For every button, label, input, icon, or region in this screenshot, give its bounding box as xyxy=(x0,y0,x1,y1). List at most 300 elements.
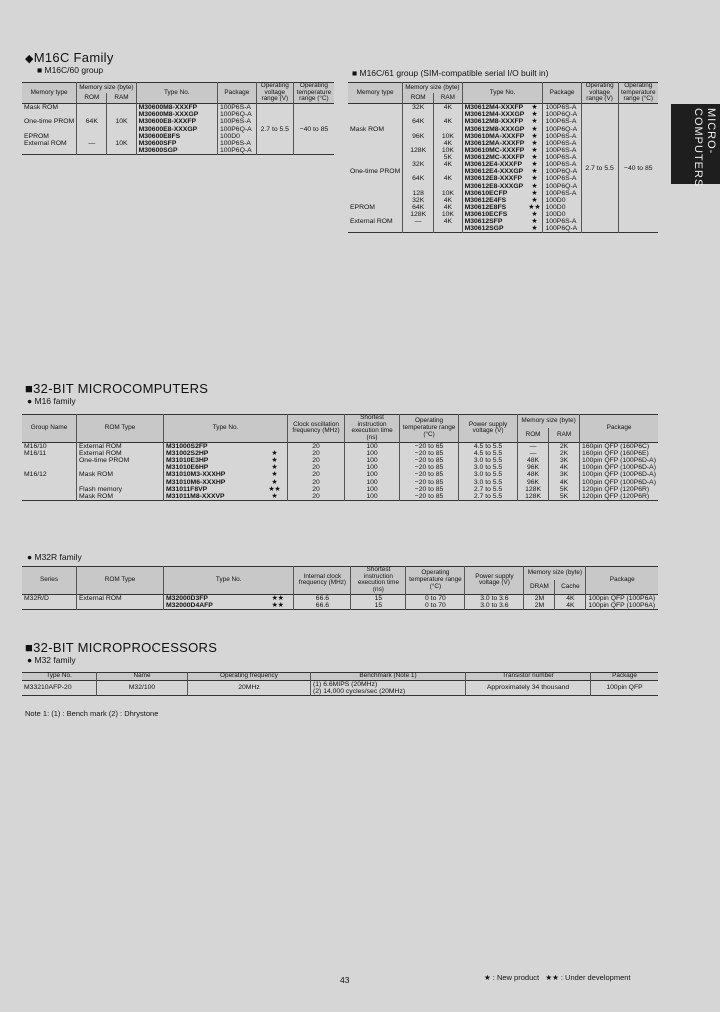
memory-type-cell xyxy=(348,111,403,118)
status-mark: ★ xyxy=(526,197,543,204)
ram-cell: 10K xyxy=(434,147,462,154)
package-cell: 100P6S-A xyxy=(543,118,581,125)
m16-label: ● M16 family xyxy=(27,396,76,406)
bit32-section xyxy=(25,381,208,406)
rom-type-cell: External ROM xyxy=(77,594,164,602)
th-clock: Clock oscillation frequency (MHz) xyxy=(288,415,345,443)
ram-cell: 10K xyxy=(107,118,136,125)
ram-cell xyxy=(107,104,136,112)
voltage-cell: 2.7 to 5.5 xyxy=(256,104,293,155)
ram-cell xyxy=(434,183,462,190)
temperature-cell: −20 to 85 xyxy=(400,464,459,471)
rom-type-cell: Mask ROM xyxy=(77,493,164,501)
temperature-cell: −20 to 85 xyxy=(400,450,459,457)
th-m16-ram: RAM xyxy=(549,428,580,442)
package-cell: 100pin QFP (100P6D-A) xyxy=(582,478,656,486)
package-cell: 100P6S-A xyxy=(543,161,581,168)
th-m32r-type-no: Type No. xyxy=(164,567,294,595)
m32-label: ● M32 family xyxy=(27,655,76,665)
th-m32r-inst: Shortest instruction execution time (ns) xyxy=(351,567,406,595)
package-cell: 100D0 xyxy=(543,211,581,218)
table-row xyxy=(22,471,658,478)
voltage-cell: 3.0 to 3.6 xyxy=(465,602,524,610)
th-m32-name: Name xyxy=(97,673,188,681)
group-name-cell: M16/12 xyxy=(22,471,77,478)
instruction-time-cell: 15 xyxy=(351,594,406,602)
memory-type-cell xyxy=(348,183,403,190)
rom-cell: 64K xyxy=(403,204,434,211)
memory-type-cell xyxy=(22,111,77,118)
th-m32r-temp: Operating temperature range (°C) xyxy=(406,567,465,595)
package-cell: 100pin QFP (100P6D-A) xyxy=(582,471,656,479)
status-mark: ★ xyxy=(526,218,543,225)
rom-cell: 32K xyxy=(403,104,434,112)
package-cell: 100pin QFP (100P6A) xyxy=(588,602,656,609)
ram-cell: 4K xyxy=(549,479,580,486)
memory-type-cell: One-time PROM xyxy=(22,118,77,125)
status-mark: ★ xyxy=(262,450,288,457)
rom-cell: 32K xyxy=(403,161,434,168)
rom-cell: 128 xyxy=(403,190,434,197)
rom-cell xyxy=(77,126,107,133)
memory-type-cell xyxy=(348,104,403,112)
rom-cell: 128K xyxy=(403,211,434,218)
th61-rom: ROM xyxy=(403,93,434,104)
m32-trans: Approximately 34 thousand xyxy=(466,680,591,695)
type-no-cell: M31010E3HP xyxy=(166,457,209,465)
rom-type-cell: One-time PROM xyxy=(77,457,164,464)
th-m16-package: Package xyxy=(580,415,658,443)
type-no-cell: M30600E8FS xyxy=(136,133,217,140)
package-cell: 100P6Q-A xyxy=(543,126,581,133)
rom-type-cell xyxy=(77,464,164,471)
m32r-label: ● M32R family xyxy=(27,552,82,562)
status-mark: ★ xyxy=(262,464,288,471)
package-cell: 100P6Q-A xyxy=(543,111,581,118)
rom-cell: 96K xyxy=(403,133,434,140)
package-cell: 100P6Q-A xyxy=(217,126,256,133)
ram-cell xyxy=(107,133,136,140)
table-row xyxy=(22,594,658,602)
temperature-cell: −20 to 85 xyxy=(400,493,459,501)
status-mark: ★ xyxy=(526,175,543,182)
th-memory-type: Memory type xyxy=(22,83,77,104)
type-no-cell: M30612E4FS xyxy=(464,196,507,204)
bit32-title: ■32-BIT MICROCOMPUTERS xyxy=(25,381,209,396)
table-row xyxy=(22,479,658,486)
bit32mp-section xyxy=(25,640,217,665)
memory-type-cell: Mask ROM xyxy=(22,104,77,112)
th-m16-memsize: Memory size (byte) xyxy=(518,415,580,429)
legend-new: ★ : New product xyxy=(484,973,540,982)
th-m32r-dram: DRAM xyxy=(524,580,555,594)
status-mark: ★★ xyxy=(262,486,288,493)
rom-type-cell: External ROM xyxy=(77,450,164,457)
rom-size-cell: — xyxy=(518,442,549,450)
type-no-cell: M30612SFP xyxy=(464,218,503,226)
memory-type-cell xyxy=(348,190,403,197)
type-no-cell: M30612E8FS xyxy=(464,203,507,211)
rom-size-cell: 96K xyxy=(518,479,549,486)
temperature-cell: 0 to 70 xyxy=(406,602,465,610)
table-row xyxy=(22,442,658,450)
th61-package: Package xyxy=(543,83,581,104)
memory-type-cell: EPROM xyxy=(22,133,77,140)
m32r-table xyxy=(22,566,658,610)
status-mark: ★ xyxy=(526,168,543,175)
rom-cell xyxy=(77,104,107,112)
voltage-cell: 4.5 to 5.5 xyxy=(459,450,518,457)
ram-cell: 5K xyxy=(434,154,462,161)
type-no-cell: M31000S2FP xyxy=(166,442,208,450)
th-m32-bench: Benchmark (Note 1) xyxy=(311,673,466,681)
th-package: Package xyxy=(217,83,256,104)
package-cell: 100P6S-A xyxy=(217,118,256,125)
type-no-cell: M30612E8-XXXGP xyxy=(464,182,524,190)
group-name-cell xyxy=(22,479,77,486)
instruction-time-cell: 100 xyxy=(345,493,400,501)
legend xyxy=(484,973,631,982)
memory-type-cell xyxy=(348,118,403,125)
ram-cell xyxy=(107,111,136,118)
voltage-cell: 3.0 to 5.5 xyxy=(459,471,518,478)
package-cell: 100P6S-A xyxy=(543,104,581,112)
status-mark: ★ xyxy=(526,190,543,197)
clock-cell: 20 xyxy=(288,493,345,501)
status-mark: ★ xyxy=(526,104,543,112)
clock-cell: 20 xyxy=(288,479,345,486)
type-no-cell: M31011F8VP xyxy=(166,485,208,493)
page-number: 43 xyxy=(340,975,350,985)
type-no-cell: M30600SFP xyxy=(136,140,217,147)
package-cell: 100P6S-A xyxy=(543,190,581,197)
cache-cell: 4K xyxy=(555,602,586,610)
temperature-cell: −20 to 85 xyxy=(400,486,459,493)
m32-bench-2: (2) 14,000 cycles/sec (20MHz) xyxy=(313,687,406,695)
voltage-cell: 3.0 to 5.5 xyxy=(459,464,518,471)
ram-cell: 4K xyxy=(434,104,462,112)
status-mark: ★ xyxy=(526,154,543,161)
th-m32r-clock: Internal clock frequency (MHz) xyxy=(294,567,351,595)
th-rom-type: ROM Type xyxy=(77,415,164,443)
status-mark: ★ xyxy=(526,133,543,140)
status-mark: ★ xyxy=(262,471,288,478)
rom-cell xyxy=(403,168,434,175)
th-rom: ROM xyxy=(77,93,107,104)
rom-cell: 64K xyxy=(403,118,434,125)
memory-type-cell xyxy=(22,147,77,155)
package-cell: 100P6S-A xyxy=(543,175,581,182)
status-mark: ★ xyxy=(526,111,543,118)
m32-type: M33210AFP-20 xyxy=(22,680,97,695)
memory-type-cell xyxy=(22,126,77,133)
ram-cell xyxy=(107,147,136,155)
type-no-cell: M30610MC-XXXFP xyxy=(464,146,525,154)
status-mark: ★ xyxy=(526,211,543,218)
memory-type-cell: One-time PROM xyxy=(348,168,403,175)
temperature-cell: −20 to 85 xyxy=(400,479,459,486)
m16c-title: ◆M16C Family xyxy=(25,50,114,65)
rom-cell xyxy=(77,111,107,118)
instruction-time-cell: 100 xyxy=(345,464,400,471)
rom-cell xyxy=(403,225,434,233)
th-type-no: Type No. xyxy=(136,83,217,104)
type-no-cell: M30600M8-XXXFP xyxy=(136,104,217,112)
ram-cell: 4K xyxy=(434,197,462,204)
type-no-cell: M30610ECFP xyxy=(464,189,508,197)
type-no-cell: M30612E4-XXXFP xyxy=(464,161,523,169)
voltage-cell: 2.7 to 5.5 xyxy=(459,486,518,493)
m32-freq: 20MHz xyxy=(188,680,311,695)
m16c-61-table xyxy=(348,82,658,233)
table-row xyxy=(22,464,658,471)
th-m32r-package: Package xyxy=(586,567,658,595)
th-m32-package: Package xyxy=(591,673,659,681)
rom-size-cell: 48K xyxy=(518,457,549,464)
group-name-cell xyxy=(22,493,77,501)
status-mark: ★★ xyxy=(526,204,543,211)
package-cell: 100P6Q-A xyxy=(543,183,581,190)
package-cell: 100P6S-A xyxy=(543,140,581,147)
rom-type-cell: External ROM xyxy=(77,442,164,450)
instruction-time-cell: 100 xyxy=(345,471,400,478)
type-no-cell: M30600E8-XXXGP xyxy=(136,126,217,133)
package-cell: 100P6Q-A xyxy=(543,168,581,175)
type-no-cell: M30600SGP xyxy=(136,147,217,155)
package-cell: 100P6S-A xyxy=(217,104,256,112)
ram-cell: 10K xyxy=(434,211,462,218)
rom-cell: 128K xyxy=(403,147,434,154)
memory-type-cell xyxy=(348,225,403,233)
th-m32-freq: Operating frequency xyxy=(188,673,311,681)
type-no-cell: M30612M8-XXXFP xyxy=(464,118,524,126)
type-no-cell: M30612M4-XXXGP xyxy=(464,111,525,119)
ram-cell: 4K xyxy=(434,204,462,211)
rom-size-cell: 128K xyxy=(518,493,549,501)
instruction-time-cell: 100 xyxy=(345,442,400,450)
ram-cell: 4K xyxy=(549,464,580,471)
rom-type-cell: Flash memory xyxy=(77,486,164,493)
rom-cell xyxy=(403,140,434,147)
memory-type-cell xyxy=(348,175,403,182)
type-no-cell: M31002S2HP xyxy=(166,450,209,457)
table-row xyxy=(22,680,658,695)
legend-dev: ★★ : Under development xyxy=(545,973,631,982)
rom-cell: 64K xyxy=(403,175,434,182)
rom-size-cell: 96K xyxy=(518,464,549,471)
status-mark xyxy=(262,442,288,450)
package-cell: 160pin QFP (160P6E) xyxy=(582,450,649,457)
th-memory-size: Memory size (byte) xyxy=(77,83,136,94)
status-mark: ★ xyxy=(526,225,543,233)
status-mark: ★★ xyxy=(262,602,294,610)
ram-cell xyxy=(434,126,462,133)
memory-type-cell xyxy=(348,140,403,147)
type-no-cell: M30610MA-XXXFP xyxy=(464,132,525,140)
voltage-cell: 3.0 to 5.5 xyxy=(459,479,518,486)
status-mark: ★ xyxy=(526,147,543,154)
ram-cell xyxy=(434,168,462,175)
th-m32r-volt: Power supply voltage (V) xyxy=(465,567,524,595)
bit32mp-title: ■32-BIT MICROPROCESSORS xyxy=(25,640,218,655)
th-m32r-rom-type: ROM Type xyxy=(77,567,164,595)
ram-cell: 5K xyxy=(549,493,580,501)
package-cell: 100D0 xyxy=(543,197,581,204)
th-m32-type: Type No. xyxy=(22,673,97,681)
clock-cell: 20 xyxy=(288,471,345,478)
memory-type-cell xyxy=(348,211,403,218)
ram-cell xyxy=(434,111,462,118)
memory-type-cell: External ROM xyxy=(22,140,77,147)
memory-type-cell: Mask ROM xyxy=(348,126,403,133)
th-m16-rom: ROM xyxy=(518,428,549,442)
type-no-cell: M30600M8-XXXGP xyxy=(136,111,217,118)
rom-cell: — xyxy=(403,218,434,225)
memory-type-cell: EPROM xyxy=(348,204,403,211)
th-m32r-memsize: Memory size (byte) xyxy=(524,567,586,581)
ram-cell: 2K xyxy=(549,442,580,450)
group-name-cell: M16/10 xyxy=(22,442,77,450)
th61-ram: RAM xyxy=(434,93,462,104)
rom-cell: 32K xyxy=(403,197,434,204)
ram-cell: 3K xyxy=(549,457,580,464)
temperature-cell: −40 to 85 xyxy=(624,164,653,172)
instruction-time-cell: 100 xyxy=(345,457,400,464)
cache-cell: 4K xyxy=(555,594,586,602)
package-cell: 100P6S-A xyxy=(543,147,581,154)
th-ram: RAM xyxy=(107,93,136,104)
type-no-cell: M30612M8-XXXGP xyxy=(464,125,525,133)
rom-type-cell xyxy=(77,479,164,486)
package-cell: 100P6S-A xyxy=(543,133,581,140)
m32-package: 100pin QFP xyxy=(606,684,643,692)
th61-temperature: Operating temperature range (°C) xyxy=(618,83,658,104)
memory-type-cell xyxy=(348,133,403,140)
rom-cell xyxy=(403,126,434,133)
th-m16-type-no: Type No. xyxy=(164,415,288,443)
rom-cell: — xyxy=(77,140,107,147)
type-no-cell: M30600E8-XXXFP xyxy=(136,118,217,125)
group-name-cell xyxy=(22,457,77,464)
voltage-cell: 2.7 to 5.5 xyxy=(459,493,518,501)
package-cell: 100P6S-A xyxy=(217,140,256,147)
package-cell: 100P6S-A xyxy=(543,154,581,161)
package-cell: 100pin QFP (100P6A) xyxy=(588,594,656,602)
group-name-cell xyxy=(22,486,77,493)
th61-memory-size: Memory size (byte) xyxy=(403,83,462,94)
m16c-61-label: ■ M16C/61 group (SIM-compatible serial I/O built in) xyxy=(352,68,549,78)
rom-size-cell: 48K xyxy=(518,471,549,478)
package-cell: 120pin QFP (120P6R) xyxy=(582,492,650,500)
group-name-cell xyxy=(22,464,77,471)
memory-type-cell xyxy=(348,197,403,204)
rom-type-cell: Mask ROM xyxy=(77,471,164,478)
type-no-cell: M30610ECFS xyxy=(464,211,508,219)
voltage-cell: 2.7 to 5.5 xyxy=(581,104,618,233)
th-series: Series xyxy=(22,567,77,595)
ram-cell: 5K xyxy=(549,486,580,493)
package-cell: 100P6S-A xyxy=(543,218,581,225)
memory-type-cell xyxy=(348,154,403,161)
table-row xyxy=(22,450,658,457)
rom-cell xyxy=(77,147,107,155)
status-mark: ★ xyxy=(526,161,543,168)
clock-cell: 20 xyxy=(288,486,345,493)
instruction-time-cell: 100 xyxy=(345,450,400,457)
clock-cell: 20 xyxy=(288,442,345,450)
package-cell: 100P6Q-A xyxy=(217,147,256,155)
side-tab xyxy=(671,104,720,188)
type-no-cell: M30612E4-XXXGP xyxy=(464,168,524,176)
table-row xyxy=(22,486,658,493)
ram-cell: 4K xyxy=(434,140,462,147)
th-voltage: Operating voltage range (V) xyxy=(256,83,293,104)
status-mark: ★ xyxy=(262,457,288,464)
th61-type-no: Type No. xyxy=(462,83,543,104)
package-cell: 100D0 xyxy=(543,204,581,211)
type-no-cell: M32000D3FP xyxy=(166,594,208,602)
type-no-cell: M30612M4-XXXFP xyxy=(464,104,524,112)
ram-cell: 4K xyxy=(434,118,462,125)
ram-cell: 2K xyxy=(549,450,580,457)
clock-cell: 20 xyxy=(288,450,345,457)
ram-cell: 3K xyxy=(549,471,580,478)
package-cell: 100pin QFP (100P6D-A) xyxy=(582,464,656,472)
rom-cell xyxy=(77,133,107,140)
rom-cell: 64K xyxy=(77,118,107,125)
m16c-60-label: ■ M16C/60 group xyxy=(37,65,104,75)
clock-cell: 66.6 xyxy=(294,594,351,602)
table-row xyxy=(348,104,658,112)
rom-size-cell: — xyxy=(518,450,549,457)
status-mark: ★ xyxy=(526,183,543,190)
table-row xyxy=(22,104,334,112)
th-m16-temp: Operating temperature range (°C) xyxy=(400,415,459,443)
ram-cell xyxy=(434,225,462,233)
temperature-cell: −20 to 65 xyxy=(400,442,459,450)
type-no-cell: M31010M6-XXXHP xyxy=(166,478,226,486)
type-no-cell: M30612MC-XXXFP xyxy=(464,154,525,162)
ram-cell: 10K xyxy=(434,190,462,197)
package-cell: 100P6Q-A xyxy=(543,225,581,233)
clock-cell: 20 xyxy=(288,457,345,464)
status-mark: ★★ xyxy=(262,594,294,602)
m32-name: M32/100 xyxy=(97,680,188,695)
side-tab-line1: MICRO- xyxy=(705,108,717,155)
status-mark: ★ xyxy=(526,140,543,147)
instruction-time-cell: 100 xyxy=(345,479,400,486)
clock-cell: 20 xyxy=(288,464,345,471)
voltage-cell: 4.5 to 5.5 xyxy=(459,442,518,450)
instruction-time-cell: 100 xyxy=(345,486,400,493)
m32-table xyxy=(22,672,658,696)
th-group-name: Group Name xyxy=(22,415,77,443)
side-tab-line2: COMPUTERS xyxy=(692,108,704,188)
status-mark: ★ xyxy=(262,479,288,486)
temperature-cell: −40 to 85 xyxy=(299,125,329,133)
rom-cell xyxy=(403,183,434,190)
rom-size-cell: 128K xyxy=(518,486,549,493)
memory-type-cell xyxy=(348,147,403,154)
m16c-section xyxy=(25,50,114,75)
status-mark: ★ xyxy=(526,126,543,133)
instruction-time-cell: 15 xyxy=(351,602,406,610)
th-temperature: Operating temperature range (°C) xyxy=(293,83,334,104)
m16-table xyxy=(22,414,658,501)
ram-cell: 4K xyxy=(434,161,462,168)
footnote: Note 1: (1) : Bench mark (2) : Dhrystone xyxy=(25,709,159,718)
rom-type-cell xyxy=(77,602,164,610)
